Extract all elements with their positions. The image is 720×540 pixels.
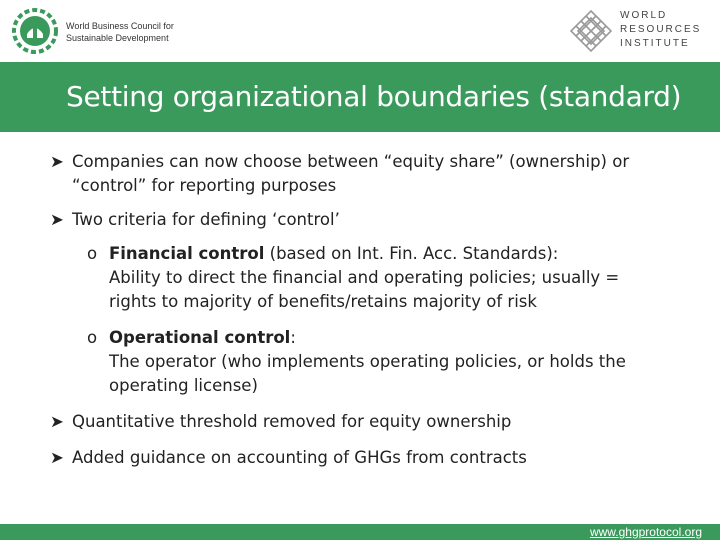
wbcsd-line-1: World Business Council for xyxy=(66,21,174,31)
sub-bullet-line: Ability to direct the financial and operating policies; usually = xyxy=(109,268,620,287)
operational-control-note: : xyxy=(290,328,296,347)
bullet-text-line: Companies can now choose between “equity share” (ownership) or xyxy=(72,152,630,171)
wri-name xyxy=(620,9,701,51)
arrow-bullet-icon: ➤ xyxy=(50,210,64,229)
arrow-bullet-icon: ➤ xyxy=(50,412,64,431)
arrow-bullet-icon: ➤ xyxy=(50,448,64,467)
bullet-text-line: Two criteria for defining ‘control’ xyxy=(72,210,340,229)
wri-logo-icon xyxy=(568,8,614,54)
sub-bullet-line: operating license) xyxy=(109,376,258,395)
bullet-threshold-removed xyxy=(50,410,710,434)
wbcsd-line-2: Sustainable Development xyxy=(66,33,169,43)
wri-line-1: WORLD xyxy=(620,10,668,21)
circle-bullet-icon: o xyxy=(87,328,98,347)
footer-bar xyxy=(0,524,720,540)
bullet-text-line: “control” for reporting purposes xyxy=(72,176,337,195)
sub-bullet-line: rights to majority of benefits/retains majority of risk xyxy=(109,292,537,311)
sub-bullet-line xyxy=(109,326,710,350)
sub-bullet-line xyxy=(109,242,710,266)
financial-control-note: (based on Int. Fin. Acc. Standards): xyxy=(264,244,559,263)
bullet-equity-or-control xyxy=(50,150,710,198)
wri-line-3: INSTITUTE xyxy=(620,38,690,49)
sub-bullet-operational-control xyxy=(50,326,710,398)
bullet-control-criteria xyxy=(50,208,710,232)
ghgprotocol-link[interactable]: www.ghgprotocol.org xyxy=(589,525,702,539)
circle-bullet-icon: o xyxy=(87,244,98,263)
bullet-contracts-guidance xyxy=(50,446,710,470)
header xyxy=(0,0,720,62)
wbcsd-name xyxy=(66,20,174,44)
bullet-text-line: Quantitative threshold removed for equity ownership xyxy=(72,412,512,431)
sub-bullet-line: The operator (who implements operating policies, or holds the xyxy=(109,352,626,371)
bullet-text-line: Added guidance on accounting of GHGs from contracts xyxy=(72,448,527,467)
arrow-bullet-icon: ➤ xyxy=(50,152,64,171)
sub-bullet-financial-control xyxy=(50,242,710,314)
wri-line-2: RESOURCES xyxy=(620,24,702,35)
operational-control-term: Operational control xyxy=(109,328,291,347)
slide-content xyxy=(50,150,710,470)
financial-control-term: Financial control xyxy=(109,244,265,263)
slide-title: Setting organizational boundaries (standard) xyxy=(66,80,682,113)
wbcsd-logo-icon xyxy=(12,8,58,54)
